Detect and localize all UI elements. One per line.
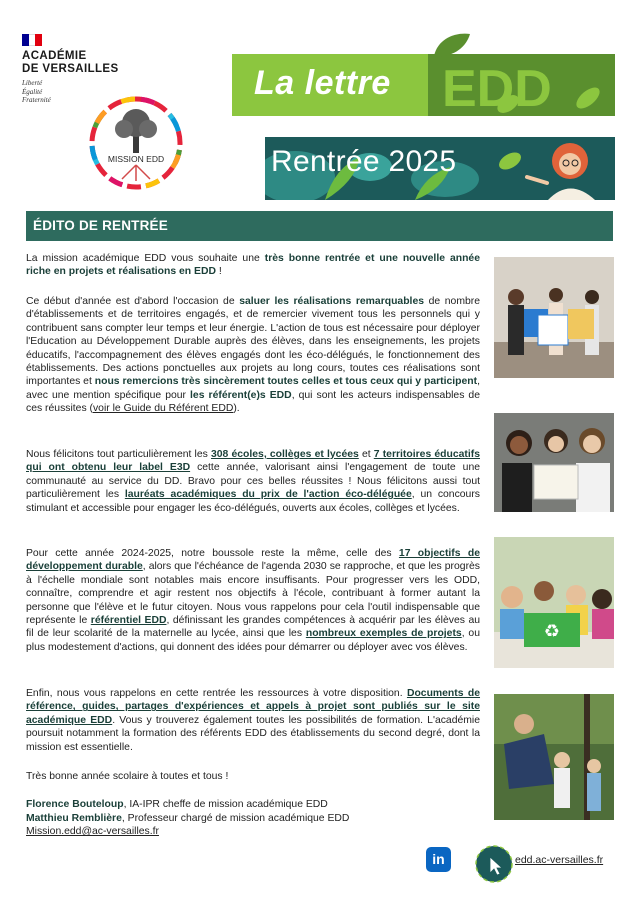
site-academique-link[interactable]: Documents de référence, guides, partages d'expériences et appels à projet sont publiés sur le site académique EDD [26, 688, 481, 726]
republique-flag-icon [22, 34, 42, 46]
bold-span: les référent(e)s EDD [190, 389, 292, 401]
paragraph-wishes: Très bonne année scolaire à toutes et tous ! [26, 771, 229, 782]
photo-students-posters [494, 257, 614, 378]
leaves-icon [428, 54, 615, 116]
mission-label: MISSION EDD [107, 154, 165, 164]
e3d-schools-link[interactable]: 308 écoles, collèges et lycées [211, 449, 359, 460]
text-span: Enfin, nous vous rappelons en cette rentrée les ressources à votre disposition. [26, 688, 407, 699]
signature-block [26, 798, 349, 839]
motto-egalite: Égalité [22, 87, 43, 96]
rentree-card [265, 137, 615, 200]
guide-referent-link[interactable]: voir le Guide du Référent EDD [92, 403, 234, 415]
bold-span: saluer les réalisations remarquables [239, 296, 425, 307]
academie-line1: ACADÉMIE [22, 50, 87, 62]
rentree-title: Rentrée 2025 [271, 145, 457, 178]
text-span: , ou plus modestement d'actions, qui donnent des idées pour démarrer ou déployer avec vos élèves. [26, 628, 480, 653]
tree-icon [115, 109, 157, 181]
signature-role-1: , IA-IPR cheffe de mission académique EDD [123, 799, 328, 810]
text-span: ). [233, 403, 240, 415]
motto-fraternite: Fraternité [22, 96, 51, 104]
text-span: , avec une mention spécifique pour [26, 376, 480, 401]
outdoor-class-image [494, 694, 614, 820]
website-cursor-icon[interactable] [474, 844, 514, 884]
e3d-territories-link[interactable]: 7 territoires éducatifs qui ont obtenu leur label E3D [26, 449, 480, 474]
signature-name-2: Matthieu Remblière [26, 812, 122, 824]
text-span: cette année, valorisant ainsi l'engagement de toute une communauté au service du DD. Bravo pour ces belles réussites ! Nous félicitons aussi tout particulièrement les [26, 462, 480, 501]
signature-line-1 [26, 798, 349, 812]
photo-outdoor-class [494, 694, 614, 820]
banner-title: La lettre [254, 64, 391, 102]
text-span: Nous félicitons tout particulièrement les [26, 449, 211, 460]
signature-line-2 [26, 812, 349, 826]
paragraph-odd [26, 547, 480, 654]
edito-section-header [26, 211, 613, 241]
mission-email-link[interactable]: Mission.edd@ac-versailles.fr [26, 826, 159, 838]
mission-edd-logo [86, 93, 186, 193]
edito-section-title: ÉDITO DE RENTRÉE [33, 218, 168, 233]
recycle-icon: ♻ [543, 621, 561, 642]
banner-edd-panel [428, 54, 615, 116]
text-span: ! [215, 266, 222, 278]
teacher-illustration-icon [527, 143, 595, 200]
sdg-link[interactable]: 17 objectifs de développement durable [26, 548, 480, 573]
bold-span: nous remercions très sincèrement toutes celles et tous ceux qui y participent [94, 376, 478, 388]
paragraph-thanks [26, 295, 480, 416]
students-certificate-image [494, 413, 614, 512]
text-span: Ce début d'année est d'abord l'occasion de [26, 296, 240, 307]
text-span: Pour cette année 2024-2025, notre boussole reste la même, celle des [26, 548, 399, 559]
signature-name-1: Florence Bouteloup [26, 799, 124, 810]
paragraph-labels [26, 448, 480, 515]
signature-role-2: , Professeur chargé de mission académique EDD [121, 812, 350, 824]
website-link[interactable]: edd.ac-versailles.fr [515, 854, 604, 866]
photo-children-recycling [494, 537, 614, 668]
paragraph-intro [26, 252, 480, 279]
referentiel-edd-link[interactable]: référentiel EDD [90, 615, 167, 627]
banner-edd-text: EDD [442, 60, 552, 116]
photo-students-certificate [494, 413, 614, 512]
motto-liberte: Liberté [22, 79, 43, 87]
bold-span: très bonne rentrée et une nouvelle année riche en projets et réalisations en EDD [26, 253, 480, 278]
text-span: La mission académique EDD vous souhaite une [26, 253, 265, 264]
top-leaf-icon [430, 30, 472, 60]
text-span: , qui sont les acteurs indispensables de ces réussites ( [26, 389, 480, 415]
academie-line2: DE VERSAILLES [22, 63, 119, 75]
text-span: , un concours stimulant et accessible pour engager les éco-délégués, ouverts aux écoles, collèges et lycées. [26, 489, 480, 514]
text-span: , définissant les grandes compétences à acquérir par les élèves au fil de leur scolarité de la maternelle au lycée, ainsi que les [26, 615, 481, 640]
project-examples-link[interactable]: nombreux exemples de projets [305, 628, 462, 640]
text-span: . Vous y trouverez également toutes les possibilités de formation. L'académie poursuit notamment la formation des référents EDD des établissements du second degré, dont la mission est essentielle. [26, 714, 480, 753]
lettre-edd-banner [232, 54, 615, 116]
paragraph-resources [26, 687, 480, 754]
text-span: de nombre d'établissements et de territoires engagés, et de remercier vivement tous les personnels qui y contribuent sans compter leur temps et leur énergie. L'action de tous est nécessaire pour déployer l'Education au Développement Durable auprès des élèves, dans les enseignements, les projets éducatifs, l'accompagnement des élèves engagés dont les éco-délégués, le fonctionnement des établissements. Des actions ponctuelles aux projets au long cours, toutes ces réalisations sont importantes et [26, 296, 481, 388]
eco-delegue-prize-link[interactable]: lauréats académiques du prix de l'action éco-déléguée [124, 489, 412, 501]
text-span: et [358, 449, 374, 460]
text-span: , alors que l'échéance de l'agenda 2030 se rapproche, et que les progrès à l'échelle mondiale sont notables mais encore insuffisants. Pour progresser vers les ODD, connaître, comprendre et agir restent nos objectifs à l'école, contribuant à former autant la personne que l'élève et le futur citoyen. Nous vous rappelons pour cela l'outil indispensable que représente le [26, 561, 480, 627]
children-recycling-image [494, 537, 614, 668]
linkedin-icon[interactable]: in [426, 847, 451, 872]
students-posters-image [494, 257, 614, 378]
